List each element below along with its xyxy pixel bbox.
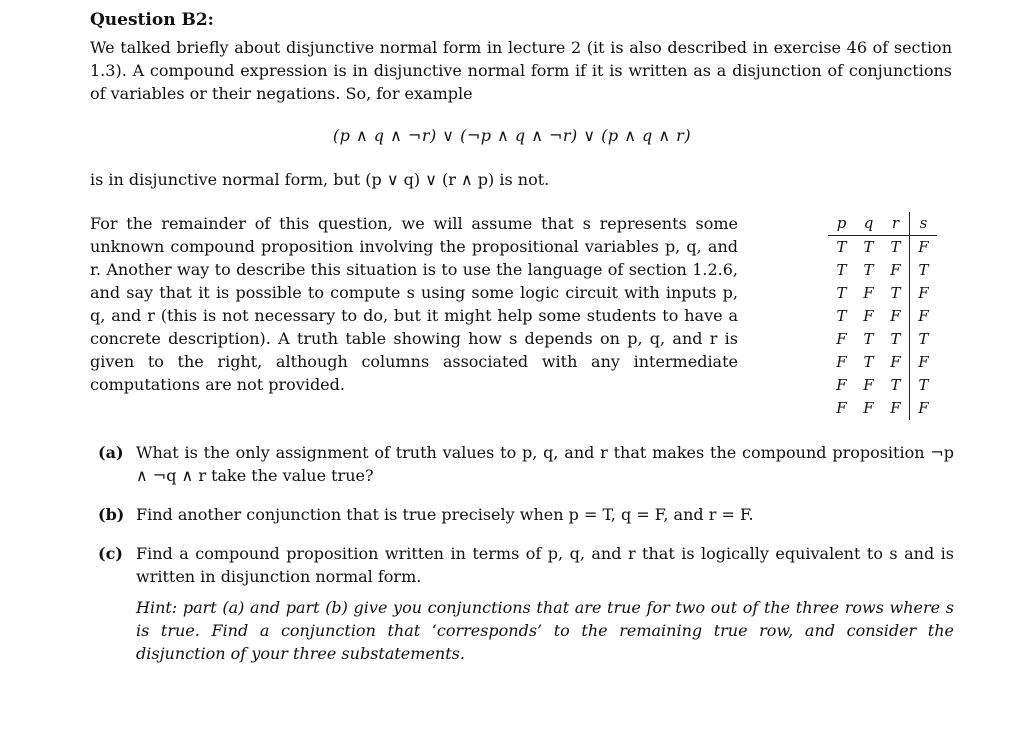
truth-table-row xyxy=(828,282,937,305)
truth-table-cell-p: T xyxy=(836,284,847,302)
truth-table-cell-r: F xyxy=(890,307,901,325)
truth-table-row xyxy=(828,374,937,397)
part-a-label: (a) xyxy=(98,443,124,462)
part-c-label: (c) xyxy=(98,544,123,563)
truth-table-header-row xyxy=(828,212,937,236)
truth-table-cell-q: F xyxy=(863,284,874,302)
part-c xyxy=(98,542,954,588)
truth-table-cell-q: F xyxy=(863,399,874,417)
part-b xyxy=(98,503,954,526)
truth-table-cell-r: F xyxy=(890,399,901,417)
truth-table-cell-r: T xyxy=(890,238,901,256)
col-header-p: p xyxy=(828,212,855,236)
truth-table-row xyxy=(828,328,937,351)
setup-paragraph: For the remainder of this question, we will assume that s represents some unknown compound proposition involving the propositional variables p, q, and r. Another way to describe this situation is to use the language of section 1.2.6, and say that it is possible to compute s using some logic circuit with inputs p, q, and r (this is not necessary to do, but it might help some students to have a concrete description). A truth table showing how s depends on p, q, and r is given to the right, although columns associated with any intermediate computations are not provided. xyxy=(90,214,738,394)
truth-table-cell-s: F xyxy=(910,236,938,260)
truth-table-row xyxy=(828,397,937,420)
truth-table-cell-q: F xyxy=(863,376,874,394)
truth-table-cell-r: T xyxy=(890,376,901,394)
part-b-text: Find another conjunction that is true precisely when p = T, q = F, and r = F. xyxy=(136,505,754,524)
part-a-text: What is the only assignment of truth values to p, q, and r that makes the compound proposition ¬p ∧ ¬q ∧ r take the value true? xyxy=(136,443,954,485)
truth-table-row xyxy=(828,351,937,374)
truth-table-cell-q: T xyxy=(863,353,874,371)
truth-table-cell-q: T xyxy=(863,330,874,348)
truth-table-row xyxy=(828,236,937,260)
truth-table-cell-s: F xyxy=(910,282,938,305)
truth-table-cell-s: T xyxy=(910,259,938,282)
truth-table-cell-r: F xyxy=(890,353,901,371)
truth-table-row xyxy=(828,305,937,328)
col-header-q: q xyxy=(855,212,882,236)
intro-paragraph: We talked briefly about disjunctive normal form in lecture 2 (it is also described in exercise 46 of section 1.3). A compound expression is in disjunctive normal form if it is written as a disjunction of conjunctions of variables or their negations. So, for example xyxy=(90,38,952,103)
question-title: Question B2: xyxy=(90,10,214,30)
truth-table-cell-p: F xyxy=(836,376,847,394)
truth-table-cell-s: F xyxy=(910,397,938,420)
truth-table-cell-r: T xyxy=(890,330,901,348)
truth-table-cell-s: F xyxy=(910,351,938,374)
truth-table-cell-p: F xyxy=(836,330,847,348)
truth-table-cell-p: F xyxy=(836,399,847,417)
truth-table-cell-s: T xyxy=(910,374,938,397)
truth-table-cell-s: T xyxy=(910,328,938,351)
truth-table-cell-p: T xyxy=(836,238,847,256)
part-b-label: (b) xyxy=(98,505,125,524)
truth-table-row xyxy=(828,259,937,282)
truth-table-cell-r: T xyxy=(890,284,901,302)
truth-table xyxy=(828,212,937,420)
truth-table-cell-p: T xyxy=(836,307,847,325)
truth-table-cell-p: F xyxy=(836,353,847,371)
col-header-r: r xyxy=(882,212,910,236)
truth-table-cell-q: T xyxy=(863,238,874,256)
part-a xyxy=(98,441,954,487)
counterexample-paragraph: is in disjunctive normal form, but (p ∨ q) ∨ (r ∧ p) is not. xyxy=(90,170,550,189)
truth-table-cell-q: F xyxy=(863,307,874,325)
example-formula: (p ∧ q ∧ ¬r) ∨ (¬p ∧ q ∧ ¬r) ∨ (p ∧ q ∧ r) xyxy=(332,126,692,145)
hint-text: Hint: part (a) and part (b) give you conjunctions that are true for two out of the three rows where s is true. Find a conjunction that ‘corresponds’ to the remaining true row, and consider the disjunction of your three substatements. xyxy=(136,598,954,663)
truth-table-cell-r: F xyxy=(890,261,901,279)
col-header-s: s xyxy=(910,212,938,236)
truth-table-cell-q: T xyxy=(863,261,874,279)
part-c-text: Find a compound proposition written in terms of p, q, and r that is logically equivalent to s and is written in disjunction normal form. xyxy=(136,544,954,586)
truth-table-cell-p: T xyxy=(836,261,847,279)
truth-table-cell-s: F xyxy=(910,305,938,328)
truth-table-body xyxy=(828,236,937,421)
